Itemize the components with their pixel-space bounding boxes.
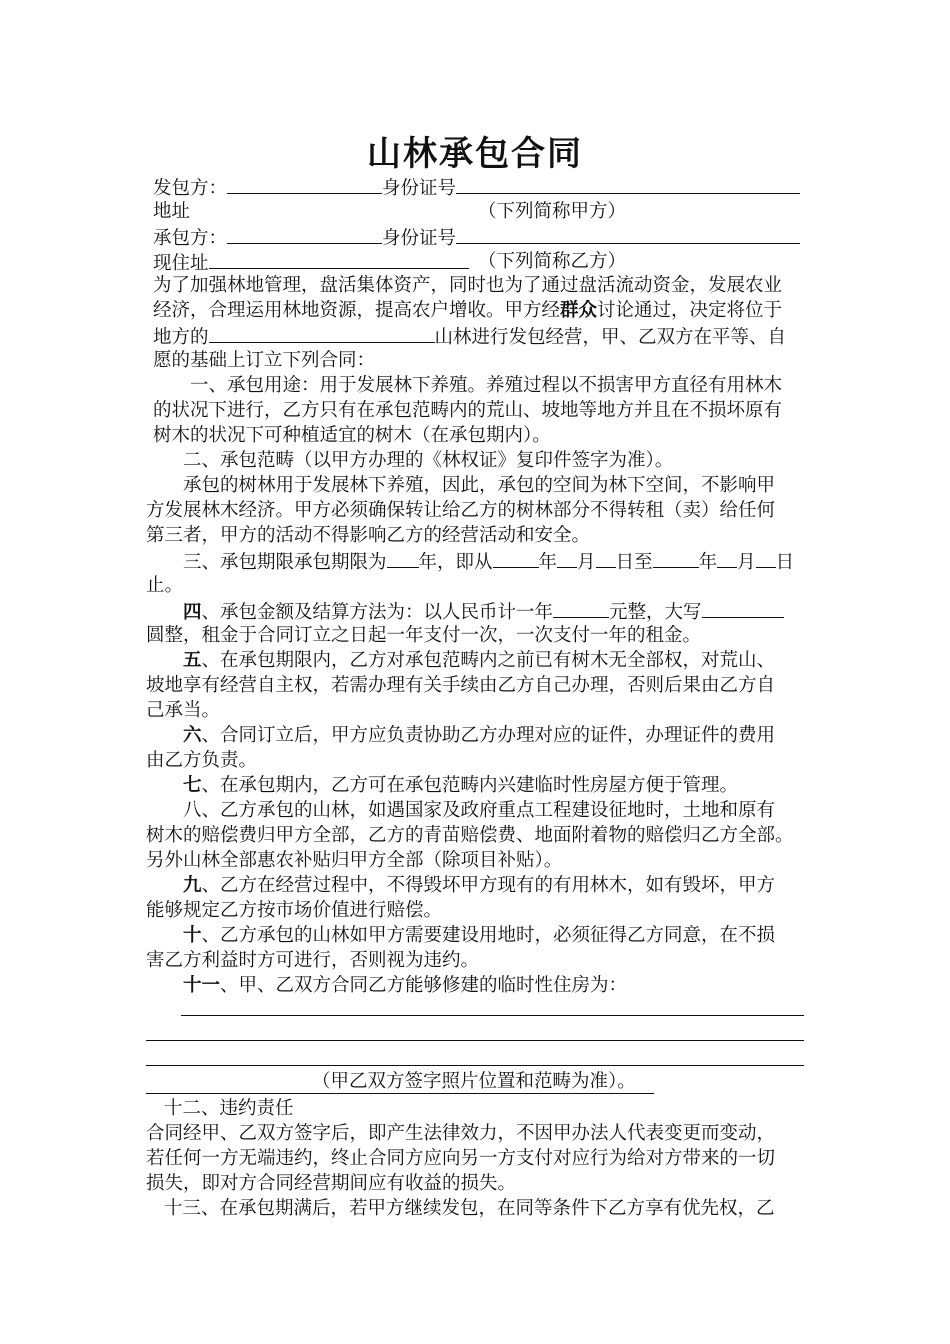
contractor-label: 承包方： — [153, 228, 228, 249]
id-label-2: 身份证号 — [382, 228, 457, 249]
intro-text: 讨论通过，决定将位于 — [597, 300, 783, 321]
start-day-blank[interactable] — [596, 549, 616, 568]
s9-number: 九 — [183, 875, 202, 896]
s3-line-2: 止。 — [146, 575, 184, 596]
s5-line-2: 坡地享有经营自主权，若需办理有关手续由乙方自己办理，否则后果由乙方自 — [146, 675, 776, 696]
s5-text: 、在承包期限内，乙方对承包范畴内之前已有树木无全部权，对荒山、 — [201, 650, 776, 671]
s4-text: 元整，大写 — [609, 602, 702, 623]
s12-line-1: 合同经甲、乙双方签字后，即产生法律效力，不因甲办法人代表变更而变动， — [146, 1123, 776, 1144]
issuer-blank[interactable] — [227, 175, 382, 194]
intro-line-4: 愿的基础上订立下列合同： — [153, 350, 376, 371]
s7-line-1 — [183, 774, 738, 798]
s9-line-1 — [183, 874, 775, 898]
page-title: 山林承包合同 — [367, 134, 583, 174]
s9-text: 、乙方在经营过程中，不得毁坏甲方现有的有用林木，如有毁坏，甲方 — [201, 875, 776, 896]
s2-line-2: 承包的树林用于发展林下养殖，因此，承包的空间为林下空间，不影响甲 — [183, 475, 776, 496]
s3-text: 年，即从 — [418, 552, 493, 573]
s4-number: 四 — [183, 602, 202, 623]
intro-bold-text: 群众 — [560, 300, 598, 321]
issuer-label: 发包方： — [153, 178, 228, 199]
s8-line-3: 另外山林全部惠农补贴归甲方全部（除项目补贴）。 — [146, 850, 563, 871]
s1-line-3: 树木的状况下可种植适宜的树木（在承包期内）。 — [153, 425, 551, 446]
term-years-blank[interactable] — [387, 549, 419, 568]
s8-line-1: 八、乙方承包的山林，如遇国家及政府重点工程建设征地时，土地和原有 — [183, 800, 776, 821]
s13-line-1: 十三、在承包期满后，若甲方继续发包，在同等条件下乙方享有优先权，乙 — [164, 1198, 775, 1219]
party-a-note: （下列简称甲方） — [478, 201, 627, 222]
s8-line-2: 树木的赔偿费归甲方全部，乙方的青苗赔偿费、地面附着物的赔偿归乙方全部。 — [146, 825, 794, 846]
issuer-line — [153, 175, 800, 201]
s3-text: 日至 — [615, 552, 653, 573]
housing-blank-line-2[interactable] — [146, 1040, 804, 1041]
id-label: 身份证号 — [382, 178, 457, 199]
s6-text: 、合同订立后，甲方应负责协助乙方办理对应的证件，办理证件的费用 — [201, 725, 776, 746]
s10-text: 、乙方承包的山林如甲方需要建设用地时，必须征得乙方同意，在不损 — [201, 925, 776, 946]
issuer-id-blank[interactable] — [456, 175, 800, 194]
s12-heading: 十二、违约责任 — [164, 1098, 294, 1119]
housing-blank-line-3[interactable] — [146, 1065, 804, 1066]
s1-line-1: 一、承包用途：用于发展林下养殖。养殖过程以不损害甲方直径有用林木 — [190, 375, 783, 396]
residence-line — [153, 250, 469, 276]
amount-blank[interactable] — [553, 599, 609, 618]
intro-text: 地方的 — [153, 327, 209, 348]
party-b-note: （下列简称乙方） — [478, 251, 627, 272]
s11-note: （甲乙双方签字照片位置和范畴为准）。 — [146, 1070, 654, 1094]
s11-number: 十一 — [183, 975, 221, 996]
s11-text: 、甲、乙双方合同乙方能够修建的临时性住房为： — [220, 975, 628, 996]
s10-line-1 — [183, 924, 775, 948]
intro-text: 经济，合理运用林地资源，提高农户增收。甲方经 — [153, 300, 561, 321]
s10-number: 十 — [183, 925, 202, 946]
housing-blank-line-1[interactable] — [181, 1015, 804, 1016]
s4-line-1 — [183, 599, 784, 625]
s4-line-2: 圆整，租金于合同订立之日起一年支付一次，一次支付一年的租金。 — [146, 625, 702, 646]
s3-text: 日 — [775, 552, 795, 573]
s11-line-1 — [183, 974, 627, 998]
contractor-line — [153, 225, 800, 251]
contractor-id-blank[interactable] — [456, 225, 800, 244]
end-year-blank[interactable] — [653, 549, 699, 568]
s6-number: 六 — [183, 725, 202, 746]
s3-text: 年 — [538, 552, 558, 573]
s3-text: 月 — [737, 552, 756, 573]
contractor-blank[interactable] — [227, 225, 382, 244]
s6-line-2: 由乙方负责。 — [146, 750, 258, 771]
s5-number: 五 — [183, 650, 202, 671]
intro-line-3 — [153, 324, 786, 350]
s2-line-1: 二、承包范畴（以甲方办理的《林权证》复印件签字为准）。 — [183, 450, 674, 471]
end-month-blank[interactable] — [717, 549, 737, 568]
start-year-blank[interactable] — [493, 549, 539, 568]
s6-line-1 — [183, 724, 775, 748]
s12-line-2: 若任何一方无端违约，终止合同方应向另一方支付对应行为给对方带来的一切 — [146, 1148, 776, 1169]
location-blank[interactable] — [209, 324, 435, 343]
s3-text: 三、承包期限承包期限为 — [183, 552, 387, 573]
residence-blank[interactable] — [209, 250, 469, 269]
s3-text: 年 — [698, 552, 718, 573]
s1-line-2: 的状况下进行，乙方只有在承包范畴内的荒山、坡地等地方并且在不损坏原有 — [153, 400, 783, 421]
s9-line-2: 能够规定乙方按市场价值进行赔偿。 — [146, 900, 443, 921]
intro-line-2 — [153, 299, 782, 323]
s3-text: 月 — [577, 552, 596, 573]
amount-words-blank[interactable] — [702, 599, 784, 618]
intro-text: 山林进行发包经营，甲、乙双方在平等、自 — [434, 327, 787, 348]
s7-text: 、在承包期内，乙方可在承包范畴内兴建临时性房屋方便于管理。 — [201, 775, 739, 796]
s4-text: 、承包金额及结算方法为：以人民币计一年 — [201, 602, 554, 623]
s12-line-3: 损失，即对方合同经营期间应有收益的损失。 — [146, 1173, 517, 1194]
s7-number: 七 — [183, 775, 202, 796]
intro-line-1: 为了加强林地管理，盘活集体资产，同时也为了通过盘活流动资金，发展农业 — [153, 275, 783, 296]
end-day-blank[interactable] — [756, 549, 776, 568]
s2-line-4: 第三者，甲方的活动不得影响乙方的经营活动和安全。 — [146, 525, 591, 546]
s5-line-3: 己承当。 — [146, 700, 221, 721]
residence-label: 现住址 — [153, 253, 209, 274]
s5-line-1 — [183, 649, 775, 673]
s3-line-1 — [183, 549, 794, 575]
s10-line-2: 害乙方利益时方可进行，否则视为违约。 — [146, 950, 480, 971]
start-month-blank[interactable] — [557, 549, 577, 568]
s2-line-3: 方发展林木经济。甲方必须确保转让给乙方的树林部分不得转租（卖）给任何 — [146, 500, 776, 521]
address-label: 地址 — [153, 201, 191, 222]
